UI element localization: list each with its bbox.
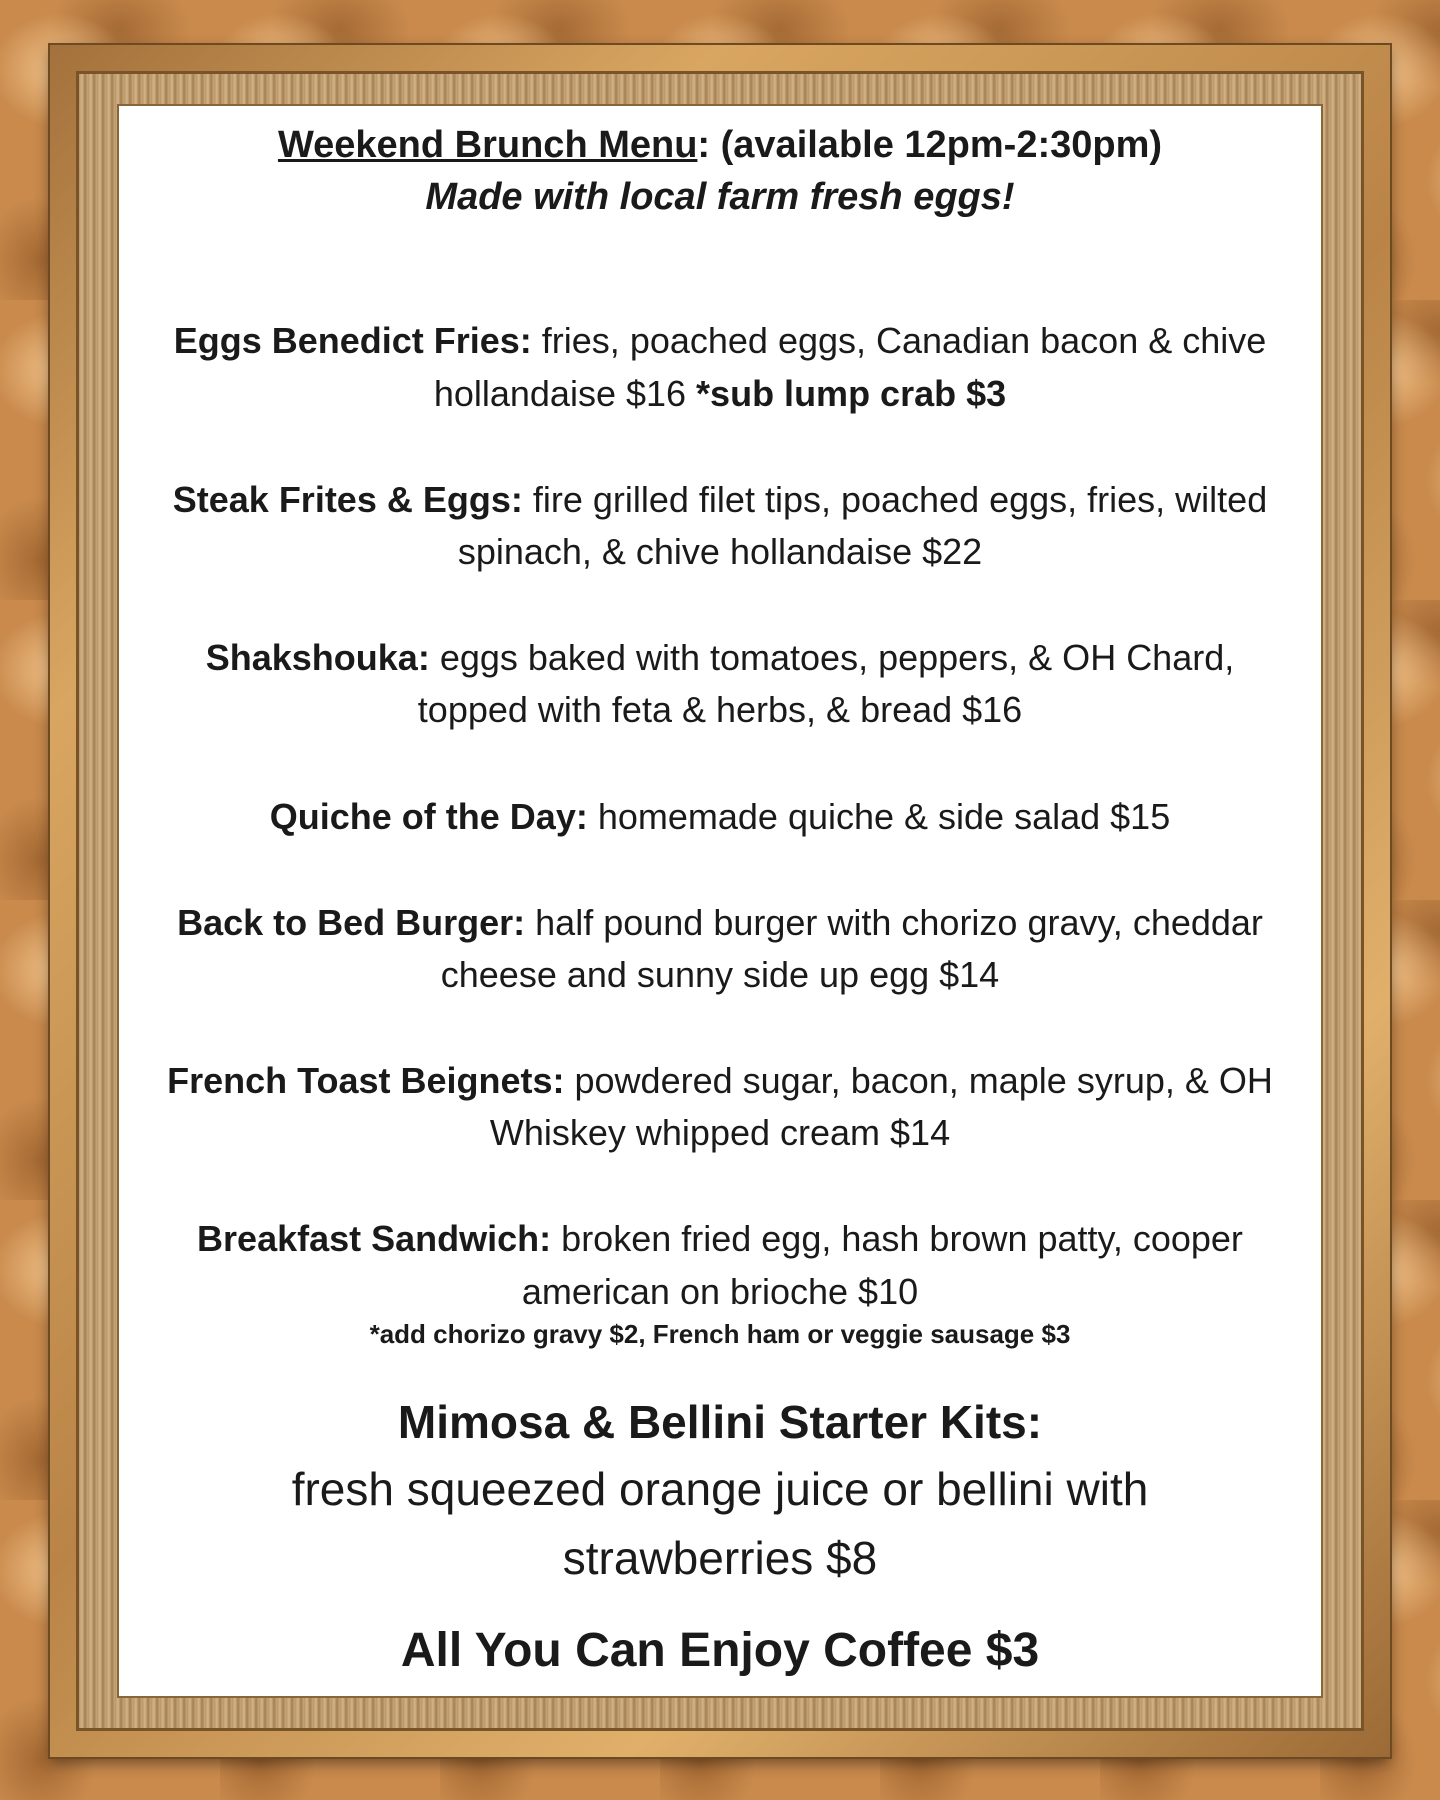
menu-title-main: Weekend Brunch Menu xyxy=(277,124,698,166)
frame-mat xyxy=(76,71,1364,1731)
menu-item-name: Steak Frites & Eggs: xyxy=(172,478,523,520)
picture-frame xyxy=(50,45,1390,1757)
menu-item-name: Eggs Benedict Fries: xyxy=(173,320,532,362)
menu-item xyxy=(160,315,1280,419)
menu-item-desc: fire grilled filet tips, poached eggs, fries, wilted spinach, & chive hollandaise $22 xyxy=(457,478,1268,572)
menu-item-desc: half pound burger with chorizo gravy, cheddar cheese and sunny side up egg $14 xyxy=(440,901,1263,995)
menu-item xyxy=(160,474,1280,578)
menu-item xyxy=(160,1055,1280,1159)
menu-tagline: Made with local farm fresh eggs! xyxy=(425,175,1015,218)
menu-item-name: French Toast Beignets: xyxy=(167,1060,565,1102)
menu-item-name: Breakfast Sandwich: xyxy=(197,1218,552,1260)
menu-item xyxy=(160,1213,1280,1317)
menu-title-hours: : (available 12pm-2:30pm) xyxy=(697,124,1163,166)
menu-item xyxy=(160,791,1280,843)
menu-item-desc: powdered sugar, bacon, maple syrup, & OH Whiskey whipped cream $14 xyxy=(489,1060,1273,1154)
menu-item-name: Shakshouka: xyxy=(205,637,430,679)
menu-item-desc: broken fried egg, hash brown patty, cooper american on brioche $10 xyxy=(521,1218,1243,1312)
drinks-heading: Mimosa & Bellini Starter Kits: xyxy=(397,1395,1043,1448)
menu-title xyxy=(145,124,1295,168)
menu-item xyxy=(160,897,1280,1001)
sandwich-addons-note: *add chorizo gravy $2, French ham or veggie sausage $3 xyxy=(369,1318,1071,1349)
menu-item xyxy=(160,632,1280,736)
menu-item-desc: homemade quiche & side salad $15 xyxy=(587,795,1171,837)
coffee-offer: All You Can Enjoy Coffee $3 xyxy=(400,1623,1040,1677)
menu-item-extra: *sub lump crab $3 xyxy=(696,372,1007,414)
menu-item-desc: fries, poached eggs, Canadian bacon & chive hollandaise $16 xyxy=(433,320,1267,414)
drinks-description: fresh squeezed orange juice or bellini with strawberries $8 xyxy=(291,1462,1149,1584)
menu-item-desc: eggs baked with tomatoes, peppers, & OH Chard, topped with feta & herbs, & bread $16 xyxy=(417,637,1235,731)
menu-item-name: Quiche of the Day: xyxy=(269,795,588,837)
menu-item-name: Back to Bed Burger: xyxy=(177,901,526,943)
menu-paper xyxy=(117,104,1323,1698)
